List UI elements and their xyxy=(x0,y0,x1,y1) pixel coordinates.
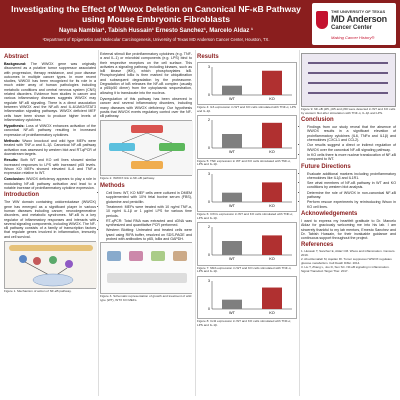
y-tick-label: 3 xyxy=(208,172,210,177)
conclusion-item: • Findings from our study reveal that the absence of WWOX results in a significant elevation of proinflammatory cytokines (IL6, TNFα and IL1β) and chemokines (CXCL1 and CCL2). xyxy=(307,125,396,142)
conclusion-heading: Conclusion xyxy=(301,117,334,124)
x-tick-label: KO xyxy=(269,203,275,208)
figure-9-caption: Figure 9: NF-κB p65, p65 and p50 were detected in WT and KO cells by western blot after stimulation with TNF-α, IL-1β and LPS. xyxy=(301,107,396,115)
ack-text: I want to express my heartfelt gratitude to Dr. Marcelo Aldaz for graciously welcoming me into his lab. I am sincerely thankful to my lab mentors, Ernesto Sanchez and Dr. Tabish Hussain, for their invaluable guidance and continuous support throughout the project. xyxy=(301,218,396,241)
y-tick-label: 2 xyxy=(208,225,210,230)
logo-university: THE UNIVERSITY OF TEXAS xyxy=(331,9,386,14)
dysregulation-text: Dysregulation of this pathway has been observed in cancer and several inflammatory disorders, including many diseases with WWOX deficiency. Our hypothesis posits that WWOX exerts regulatory control over the NF-κB pathway. xyxy=(100,96,192,119)
figure-2-caption: Figure 2. WWOX link to NF-κB pathway. xyxy=(100,176,155,181)
wwox-diagram xyxy=(101,121,193,175)
conclusion-item: • In KO cells there is more nuclear translocation of NF-κB compared to WT. xyxy=(307,153,396,162)
references-heading: References xyxy=(301,242,334,249)
authors: Nayna Nambiar¹, Tabish Hussain¹ Ernesto Sanchez¹, Marcelo Aldaz ¹ xyxy=(58,28,254,34)
methods-list xyxy=(100,191,192,241)
abstract-heading: Abstract xyxy=(4,54,29,60)
y-tick-label: 0 xyxy=(208,253,210,258)
methods-item: • Cell lines: WT, KO MEF cells were cultured in DMEM supplemented with 10% fetal bovine serum (FBS), glutamine and penicillin. xyxy=(106,191,192,204)
bar-ko xyxy=(262,287,282,308)
x-tick-label: WT xyxy=(229,203,235,208)
future-item: • Perform rescue experiments by reintroducing Wwox in KO cell lines. xyxy=(307,200,396,209)
il6-bar-chart xyxy=(198,63,298,103)
blot-band xyxy=(308,92,388,94)
methods-item: • RT-qPCR: Total RNA was extracted and cDNA was synthesized and quantitative PCR performed. xyxy=(106,219,192,228)
future-item: • Determine the role of WWOX in non-canonical NF-κB pathway. xyxy=(307,191,396,200)
chart-cxcl xyxy=(197,169,297,212)
y-tick-label: 3 xyxy=(208,279,210,284)
y-tick-label: 0 xyxy=(208,146,210,151)
y-tick-label: 0 xyxy=(208,93,210,98)
figure-2-wwox-link xyxy=(100,120,192,176)
blot-band xyxy=(308,82,388,84)
introduction-heading: Introduction xyxy=(4,192,39,199)
ack-heading: Acknowledgements xyxy=(301,210,358,217)
tnf-bar-chart xyxy=(198,116,298,156)
figure-4-caption: Figure 4: IL6 expression in WT and KO cells stimulated with TNF-α, LPS and IL-1β. xyxy=(197,105,296,113)
column-3-results xyxy=(197,52,297,329)
x-tick-label: WT xyxy=(229,310,235,315)
column-4 xyxy=(301,52,396,274)
chart-il6 xyxy=(197,62,297,105)
figure-1-pathway xyxy=(4,241,96,289)
blot-band xyxy=(308,62,388,64)
x-tick-label: WT xyxy=(229,257,235,262)
bar-ko xyxy=(262,236,282,256)
chart-ccl2 xyxy=(197,276,297,319)
column-divider xyxy=(299,50,300,396)
introduction-text: The WW domain containing oxidoreductase (WWOX) gene has emerged as a significant player in various human diseases including cancer, neurodegenerative disorders, and metabolic syndromes. NF-κB is a key regulator of inflammatory responses and interacts with several signaling components, including WWOX. The NF-κB pathway consists of a family of transcription factors that regulate genes involved in inflammation, immunity and cell survival. xyxy=(4,200,96,239)
md-anderson-logo xyxy=(312,3,396,45)
abstract-conclusion: Conclusion: WWOX deficiency appears to play a role in modulating NF-κB pathway activation and lead to a notable increase of proinflammatory cytokine expression. xyxy=(4,177,97,191)
x-tick-label: KO xyxy=(269,257,275,262)
abstract-methods: Methods: Wwox knockout and wild type MEFs were treated with TNF-α and IL-1β. Canonical NF-κB pathway activation was assessed by western blot and RT-qPCR of downstream targets. xyxy=(4,139,97,156)
abstract-results: Results: Both WT and KO cell lines showed similar increased responses to LPS with increased p65 levels. Wwox KO MEFs showed elevated IL-6 and TNF-α expression relative to WT. xyxy=(4,158,96,176)
bar-ko xyxy=(262,182,282,202)
x-tick-label: KO xyxy=(269,310,275,315)
column-2 xyxy=(100,52,192,305)
column-1 xyxy=(4,52,96,296)
figure-6-caption: Figure 6: CXCL expression in WT and KO cells stimulated with TNF-α, LPS and IL-1β. xyxy=(197,212,294,220)
figure-7-caption: Figure 7: Nfkb expression in WT and KO cells stimulated with TNF-α, LPS and IL-1β. xyxy=(197,265,292,274)
x-tick-label: KO xyxy=(269,150,275,155)
conclusion-list xyxy=(301,125,396,161)
cxcl-bar-chart xyxy=(198,170,298,210)
affiliation: ¹Department of Epigenetics and Molecular Carcinogenesis, University of Texas MD Anderson Cancer Center, Houston, TX. xyxy=(42,37,270,42)
future-item: • Evaluate additional markers including proinflammatory chemokines like IL1β and IL1R1. xyxy=(307,172,396,181)
abstract-hypothesis: Hypothesis: Loss of WWOX enhances activation of the canonical NF-κB pathway resulting in increased expression of proinflammatory cytokines. xyxy=(4,124,96,137)
chart-tnf xyxy=(197,115,297,158)
blot-band xyxy=(308,72,388,74)
bar-wt xyxy=(222,86,242,95)
figure-8-caption: Figure 8: Ccl2 expression in WT and KO cells stimulated with TNF-α, LPS and IL-1β. xyxy=(197,319,292,327)
y-tick-label: 3 xyxy=(208,65,210,70)
future-list xyxy=(301,172,396,209)
bar-wt xyxy=(222,193,242,202)
chart-nfkb xyxy=(197,222,297,265)
reference-item: 1. Hussain T, Sanchez E, Aldaz CM. Wwox and inflammation. Cancers. 2019. xyxy=(301,249,396,257)
reference-item: 3. Liu T, Zhang L, Joo D, Sun SC. NF-κB signaling in inflammation. Signal Transduct Target Ther. 2017. xyxy=(301,265,390,273)
nfkb-bar-chart xyxy=(198,223,298,263)
reference-item: 2. Abu-Remaileh M, Aqeilan RI. Tumor suppressor WWOX regulates glucose metabolism. Cell Death Differ. 2014. xyxy=(301,257,392,265)
bar-wt xyxy=(222,134,242,148)
figure-3-schematic xyxy=(100,242,192,294)
logo-name: MD Anderson xyxy=(331,14,387,24)
methods-item: • Treatment: MEFs were treated with 10 ng/ml TNF-α, 10 ng/ml IL-1β or 1 µg/ml LPS for various time periods. xyxy=(106,205,192,218)
y-tick-label: 0 xyxy=(208,200,210,205)
bar-ko xyxy=(262,123,282,148)
logo-subname: Cancer Center xyxy=(331,25,373,31)
pathway-diagram xyxy=(5,242,97,288)
column-divider xyxy=(195,50,196,396)
poster-title: Investigating the Effect of Wwox Deletion on Canonical NF-κB Pathway using Mouse Embryonic Fibroblasts xyxy=(11,4,301,24)
bar-wt xyxy=(222,241,242,255)
western-blot-image xyxy=(301,53,396,107)
future-item: • See what members of NF-κB pathway in WT and KO conditions by western blot analysis. xyxy=(307,181,396,190)
schematic-diagram xyxy=(101,243,193,293)
y-tick-label: 0 xyxy=(208,307,210,312)
bar-wt xyxy=(222,300,242,309)
abstract-background: Background: The WWOX gene was originally discovered as a putative tumor suppressor associated with progression, therapy resistance, and poor disease outcomes in multiple cancer types. In more recent studies, WWOX has been recognized for its role in a much wider array of human pathologies including metabolic conditions and central nervous system (CNS) related disorders. Evidence from studies in cancer and various inflammatory diseases suggests WWOX may regulate NF-κB signaling. There is a direct association between WWOX and the NF-κB and IL-6/JAK2/STAT3 inflammation signaling pathways. WWOX deficient MEF cells have been shown to produce higher levels of inflammatory cytokines. xyxy=(4,62,97,122)
future-heading: Future Directions xyxy=(301,163,351,170)
logo-tagline: Making Cancer History® xyxy=(331,35,375,40)
conclusion-item: • Our results suggest a direct or indirect regulation of WWOX over the canonical NF-κB signaling pathway. xyxy=(307,143,396,152)
methods-heading: Methods xyxy=(100,183,125,190)
ccl2-bar-chart xyxy=(198,277,298,317)
x-tick-label: WT xyxy=(229,150,235,155)
figure-1-caption: Figure 1. Mechanism of action of NF-κB pathway. xyxy=(4,288,72,293)
pathway-text: External stimuli like proinflammatory cytokines (e.g. TNF-α and IL-1) or microbial components (e.g. LPS) bind to their respective receptors on the cell surface. This activates a signaling pathway, including kinases, such as IκB kinase (IKK), which phosphorylates IκB. Phosphorylated IκBα is then marked for ubiquitination and subsequent degradation by the proteasome. Degradation of IκB releases the NF-κB complex (usually a p65/p50 dimer) from the cytoplasmic sequestration, allowing it to translocate into the nucleus. xyxy=(100,52,192,95)
results-heading: Results xyxy=(197,54,219,60)
poster-header xyxy=(0,0,400,48)
figure-5-caption: Figure 5: TNF expression in WT and KO cells stimulated with TNF-α, LPS and IL-1β. xyxy=(197,158,291,167)
shield-icon xyxy=(316,11,328,29)
methods-item: • Western Blotting: Untreated and treated cells were lysed using RIPA buffer, resolved on SDS-PAGE and probed with antibodies to p65, IκBα and GAPDH. xyxy=(106,228,192,241)
x-tick-label: WT xyxy=(229,97,235,101)
figure-3-caption: Figure 3. Schematic representation of growth and treatment of wild type (WT), WTX KO MEFs. xyxy=(100,294,192,302)
bar-ko xyxy=(262,71,282,95)
x-tick-label: KO xyxy=(269,97,275,101)
y-tick-label: 2 xyxy=(208,118,210,123)
